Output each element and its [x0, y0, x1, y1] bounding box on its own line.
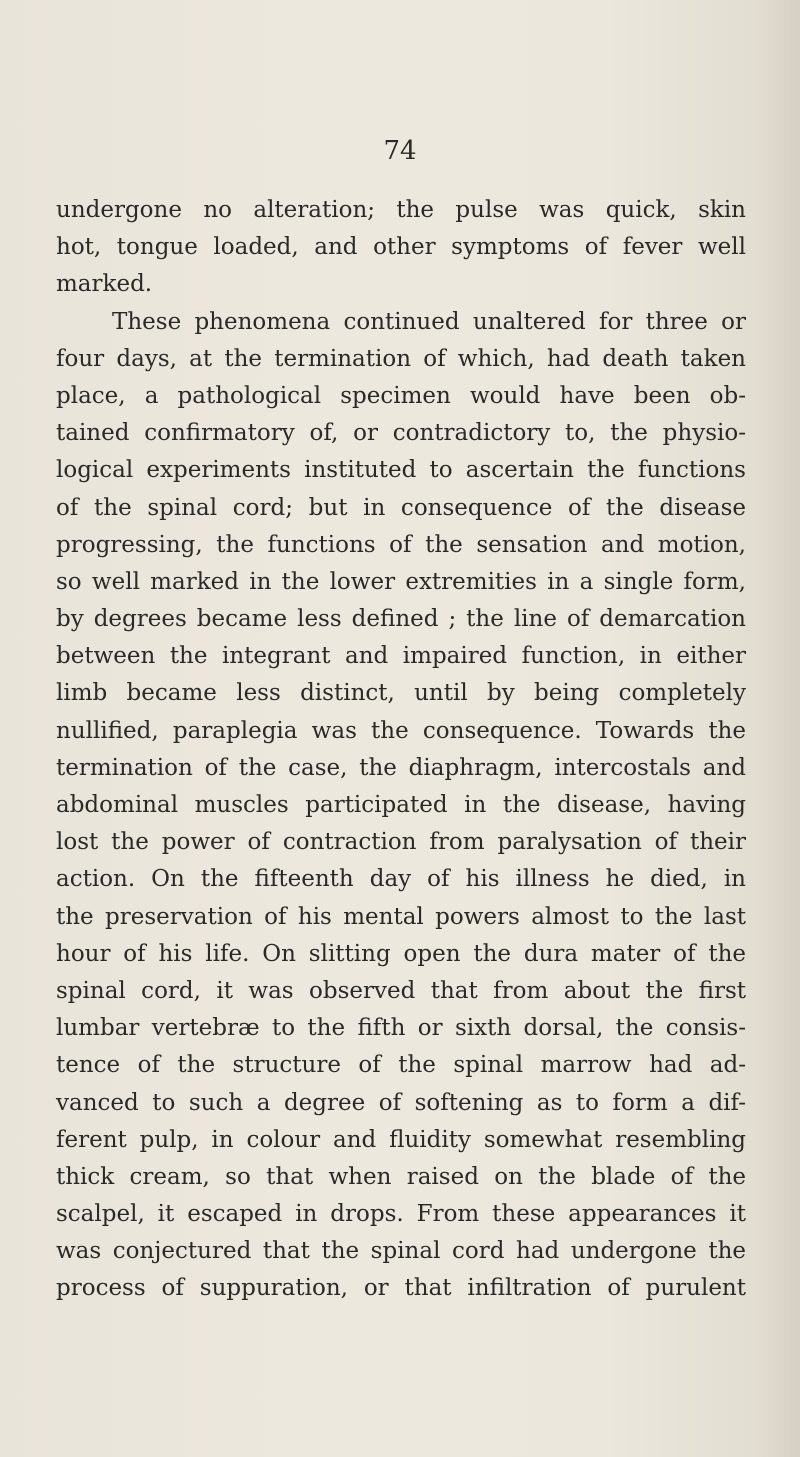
text-line: between the integrant and impaired function, in either: [56, 643, 746, 670]
text-line: termination of the case, the diaphragm, intercostals and: [56, 754, 746, 781]
text-line: place, a pathological specimen would have been ob-: [56, 382, 746, 409]
text-line: progressing, the functions of the sensation and motion,: [56, 531, 746, 558]
text-line: thick cream, so that when raised on the blade of the: [56, 1163, 746, 1190]
text-line: was conjectured that the spinal cord had undergone the: [56, 1238, 746, 1265]
text-line: tained confirmatory of, or contradictory to, the physio-: [56, 420, 746, 447]
text-line: lumbar vertebræ to the fifth or sixth dorsal, the consis-: [56, 1015, 746, 1042]
text-line: so well marked in the lower extremities in a single form,: [56, 568, 746, 595]
body-text: [56, 192, 746, 1308]
text-line: hot, tongue loaded, and other symptoms of fever well: [56, 234, 746, 261]
text-line: hour of his life. On slitting open the dura mater of the: [56, 940, 746, 967]
text-line: by degrees became less defined ; the line of demarcation: [56, 606, 746, 633]
page-number: 74: [383, 136, 417, 166]
text-line: abdominal muscles participated in the disease, having: [56, 792, 746, 818]
text-line: limb became less distinct, until by being completely: [56, 680, 746, 707]
text-line: of the spinal cord; but in consequence of the disease: [56, 494, 746, 521]
text-line: nullified, paraplegia was the consequence. Towards the: [56, 717, 746, 744]
text-line: marked.: [56, 271, 153, 298]
text-line: undergone no alteration; the pulse was quick, skin: [56, 197, 746, 223]
text-line: scalpel, it escaped in drops. From these appearances it: [56, 1201, 746, 1228]
text-line: process of suppuration, or that infiltration of purulent: [56, 1275, 746, 1302]
text-line: four days, at the termination of which, had death taken: [56, 345, 746, 372]
text-line: action. On the fifteenth day of his illness he died, in: [56, 866, 746, 893]
text-line: vanced to such a degree of softening as to form a dif-: [56, 1089, 746, 1116]
text-line: lost the power of contraction from paralysation of their: [56, 829, 746, 856]
text-line: ferent pulp, in colour and fluidity somewhat resembling: [56, 1126, 746, 1153]
text-line: spinal cord, it was observed that from about the first: [56, 977, 746, 1004]
text-line: These phenomena continued unaltered for three or: [112, 308, 746, 335]
text-line: tence of the structure of the spinal marrow had ad-: [56, 1052, 746, 1079]
text-line: the preservation of his mental powers almost to the last: [56, 903, 746, 930]
text-line: logical experiments instituted to ascertain the functions: [56, 457, 746, 484]
